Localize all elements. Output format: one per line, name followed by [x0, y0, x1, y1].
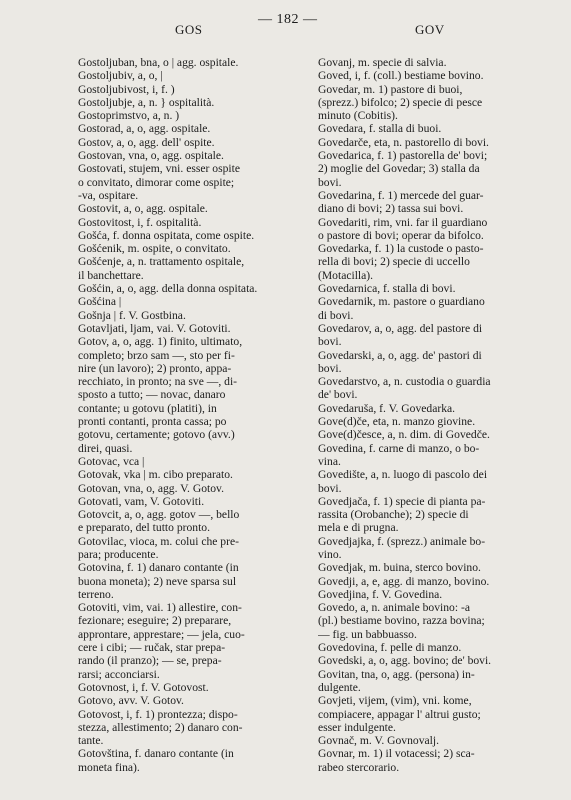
- entry-line: Gotovština, f. danaro contante (in: [78, 747, 234, 761]
- header-left-guide-word: GOS: [175, 22, 203, 37]
- entry-line: Gostovan, vna, o, agg. ospitale.: [78, 149, 224, 163]
- entry-line: Gotovilac, vioca, m. colui che pre-: [78, 534, 239, 548]
- entry-line: Gostovati, stujem, vni. esser ospite: [78, 162, 240, 176]
- entry-line: Govedjak, m. buina, sterco bovino.: [318, 561, 481, 575]
- entry-line: Gotovati, vam, V. Gotoviti.: [78, 494, 205, 508]
- entry-line: di bovi.: [318, 308, 354, 322]
- entry-line: recchiato, in pronto; na sve —, di-: [78, 375, 238, 389]
- entry-line: Govedarka, f. 1) la custode o pasto-: [318, 242, 484, 256]
- entry-line: Gotovnost, i, f. V. Gotovost.: [78, 680, 209, 694]
- entry-line: 2) moglie del Govedar; 3) stalla da: [318, 162, 480, 176]
- entry-line: Govedarstvo, a, n. custodia o guardia: [318, 375, 491, 389]
- entry-line: esser indulgente.: [318, 720, 396, 734]
- entry-line: -va, ospitare.: [78, 188, 139, 202]
- entry-line: Govedjača, f. 1) specie di pianta pa-: [318, 494, 486, 508]
- entry-line: il banchettare.: [78, 268, 144, 282]
- entry-line: (sprezz.) bifolco; 2) specie di pesce: [318, 95, 483, 109]
- entry-line: Govedjajka, f. (sprezz.) animale bo-: [318, 534, 486, 548]
- entry-line: Govedjina, f. V. Govedina.: [318, 587, 443, 601]
- entry-line: diano di bovi; 2) tassa sui bovi.: [318, 202, 464, 216]
- entry-line: o pastore di bovi; operar da bifolco.: [318, 228, 484, 242]
- entry-line: Govanj, m. specie di salvia.: [318, 56, 447, 69]
- entry-line: tante.: [78, 734, 104, 748]
- entry-line: Gotovo, avv. V. Gotov.: [78, 694, 184, 708]
- entry-line: moneta fina).: [78, 760, 140, 774]
- entry-line: fezionare; eseguire; 2) preparare,: [78, 614, 232, 628]
- entry-line: terreno.: [78, 587, 114, 601]
- entry-line: Govedaruša, f. V. Govedarka.: [318, 401, 456, 415]
- entry-line: Govitan, tna, o, agg. (persona) in-: [318, 667, 475, 681]
- entry-line: vina.: [318, 454, 341, 468]
- entry-line: Govedarina, f. 1) mercede del guar-: [318, 188, 484, 202]
- entry-line: Gošnja | f. V. Gostbina.: [78, 308, 186, 322]
- entry-line: direi, quasi.: [78, 441, 133, 455]
- entry-line: de' bovi.: [318, 388, 358, 402]
- entry-line: Goved, i, f. (coll.) bestiame bovino.: [318, 69, 484, 83]
- entry-line: Gotovost, i, f. 1) prontezza; dispo-: [78, 707, 238, 721]
- right-column: [318, 56, 548, 774]
- entry-line: dulgente.: [318, 680, 361, 694]
- entry-line: nire (un lavoro); 2) pronto, appa-: [78, 361, 232, 375]
- entry-line: Gotavljati, ljam, vai. V. Gotoviti.: [78, 321, 231, 335]
- entry-line: Gostovit, a, o, agg. ospitale.: [78, 202, 208, 216]
- entry-line: Gošćenik, m. ospite, o convitato.: [78, 242, 231, 256]
- entry-line: para; producente.: [78, 547, 159, 561]
- entry-line: Govedo, a, n. animale bovino: -a: [318, 601, 470, 615]
- entry-line: buona moneta); 2) neve sparsa sul: [78, 574, 237, 588]
- entry-line: Gove(d)česce, a, n. dim. di Govedče.: [318, 428, 490, 442]
- entry-line: vino.: [318, 547, 342, 561]
- entry-line: Gostovitost, i, f. ospitalità.: [78, 215, 202, 229]
- entry-line: Gotovac, vca |: [78, 454, 145, 468]
- entry-line: bovi.: [318, 481, 342, 495]
- entry-line: o convitato, dimorar come ospite;: [78, 175, 235, 189]
- entry-line: Govedski, a, o, agg. bovino; de' bovi.: [318, 654, 492, 668]
- entry-line: cere i cibi; — ručak, star prepa-: [78, 641, 226, 655]
- entry-line: mela e di prugna.: [318, 521, 399, 535]
- entry-line: Govedarnik, m. pastore o guardiano: [318, 295, 485, 309]
- entry-line: Govedara, f. stalla di buoi.: [318, 122, 442, 136]
- entry-line: bovi.: [318, 335, 342, 349]
- entry-line: Govedji, a, e, agg. di manzo, bovino.: [318, 574, 490, 588]
- entry-line: Govedarov, a, o, agg. del pastore di: [318, 321, 483, 335]
- entry-line: Gošća, f. donna ospitata, come ospite.: [78, 228, 255, 242]
- entry-line: Gostov, a, o, agg. dell' ospite.: [78, 135, 215, 149]
- entry-line: Gotoviti, vim, vai. 1) allestire, con-: [78, 601, 242, 615]
- left-column: [78, 56, 301, 774]
- entry-line: (pl.) bestiame bovino, razza bovina;: [318, 614, 485, 628]
- entry-line: Govedariti, rim, vni. far il guardiano: [318, 215, 488, 229]
- entry-line: gotovu, certamente; gotovo (avv.): [78, 428, 235, 442]
- entry-line: rella di bovi; 2) specie di uccello: [318, 255, 470, 269]
- entry-line: Gostoljubiv, a, o, |: [78, 69, 163, 83]
- entry-line: rando (il pranzo); — se, prepa-: [78, 654, 222, 668]
- entry-line: Govedarski, a, o, agg. de' pastori di: [318, 348, 482, 362]
- entry-line: rabeo stercorario.: [318, 760, 400, 774]
- entry-line: Gošćin, a, o, agg. della donna ospitata.: [78, 282, 258, 296]
- entry-line: Gotov, a, o, agg. 1) finito, ultimato,: [78, 335, 243, 349]
- entry-line: contante; u gotovu (platiti), in: [78, 401, 217, 415]
- entry-line: Gostoprimstvo, a, n. ): [78, 109, 180, 123]
- entry-line: rarsi; acconciarsi.: [78, 667, 160, 681]
- entry-line: sposto a tutto; — novac, danaro: [78, 388, 226, 402]
- entry-line: Gove(d)če, eta, n. manzo giovine.: [318, 415, 476, 429]
- entry-line: bovi.: [318, 361, 342, 375]
- page-number: — 182 —: [258, 12, 318, 27]
- entry-line: (Motacilla).: [318, 268, 374, 282]
- entry-line: e preparato, del tutto pronto.: [78, 521, 210, 535]
- entry-line: Gotovak, vka | m. cibo preparato.: [78, 468, 233, 482]
- entry-line: completo; brzo sam —, sto per fi-: [78, 348, 235, 362]
- entry-line: minuto (Cobitis).: [318, 109, 398, 123]
- entry-line: Gotovan, vna, o, agg. V. Gotov.: [78, 481, 224, 495]
- entry-line: Gotovcit, a, o, agg. gotov —, bello: [78, 508, 240, 522]
- entry-line: Govedar, m. 1) pastore di buoi,: [318, 82, 463, 96]
- entry-line: Gošćina |: [78, 295, 122, 309]
- entry-line: Govnar, m. 1) il votacessi; 2) sca-: [318, 747, 475, 761]
- entry-line: Gošćenje, a, n. trattamento ospitale,: [78, 255, 245, 269]
- entry-line: Gostorad, a, o, agg. ospitale.: [78, 122, 211, 136]
- entry-line: Gostoljubje, a, n. } ospitalità.: [78, 95, 215, 109]
- header-right-guide-word: GOV: [415, 22, 445, 37]
- entry-line: Govedovina, f. pelle di manzo.: [318, 641, 462, 655]
- page-header: [0, 12, 571, 36]
- entry-line: Govedarica, f. 1) pastorella de' bovi;: [318, 149, 488, 163]
- entry-line: Govedarče, eta, n. pastorello di bovi.: [318, 135, 489, 149]
- entry-line: rassita (Orobanche); 2) specie di: [318, 508, 469, 522]
- entry-line: Govedište, a, n. luogo di pascolo dei: [318, 468, 488, 482]
- entry-line: — fig. un babbuasso.: [318, 627, 417, 641]
- entry-line: Gotovina, f. 1) danaro contante (in: [78, 561, 239, 575]
- entry-line: compiacere, appagar l' altrui gusto;: [318, 707, 481, 721]
- entry-line: Gostoljubivost, i, f. ): [78, 82, 175, 96]
- entry-line: stezza, allestimento; 2) danaro con-: [78, 720, 243, 734]
- entry-line: approntare, apprestare; — jela, cuo-: [78, 627, 245, 641]
- entry-line: Govedina, f. carne di manzo, o bo-: [318, 441, 480, 455]
- entry-line: Govedarnica, f. stalla di bovi.: [318, 282, 456, 296]
- entry-line: Govjeti, vijem, (vim), vni. kome,: [318, 694, 472, 708]
- entry-line: Gostoljuban, bna, o | agg. ospitale.: [78, 56, 239, 69]
- entry-line: bovi.: [318, 175, 342, 189]
- entry-line: pronti contanti, pronta cassa; po: [78, 415, 227, 429]
- entry-line: Govnač, m. V. Govnovalj.: [318, 734, 439, 748]
